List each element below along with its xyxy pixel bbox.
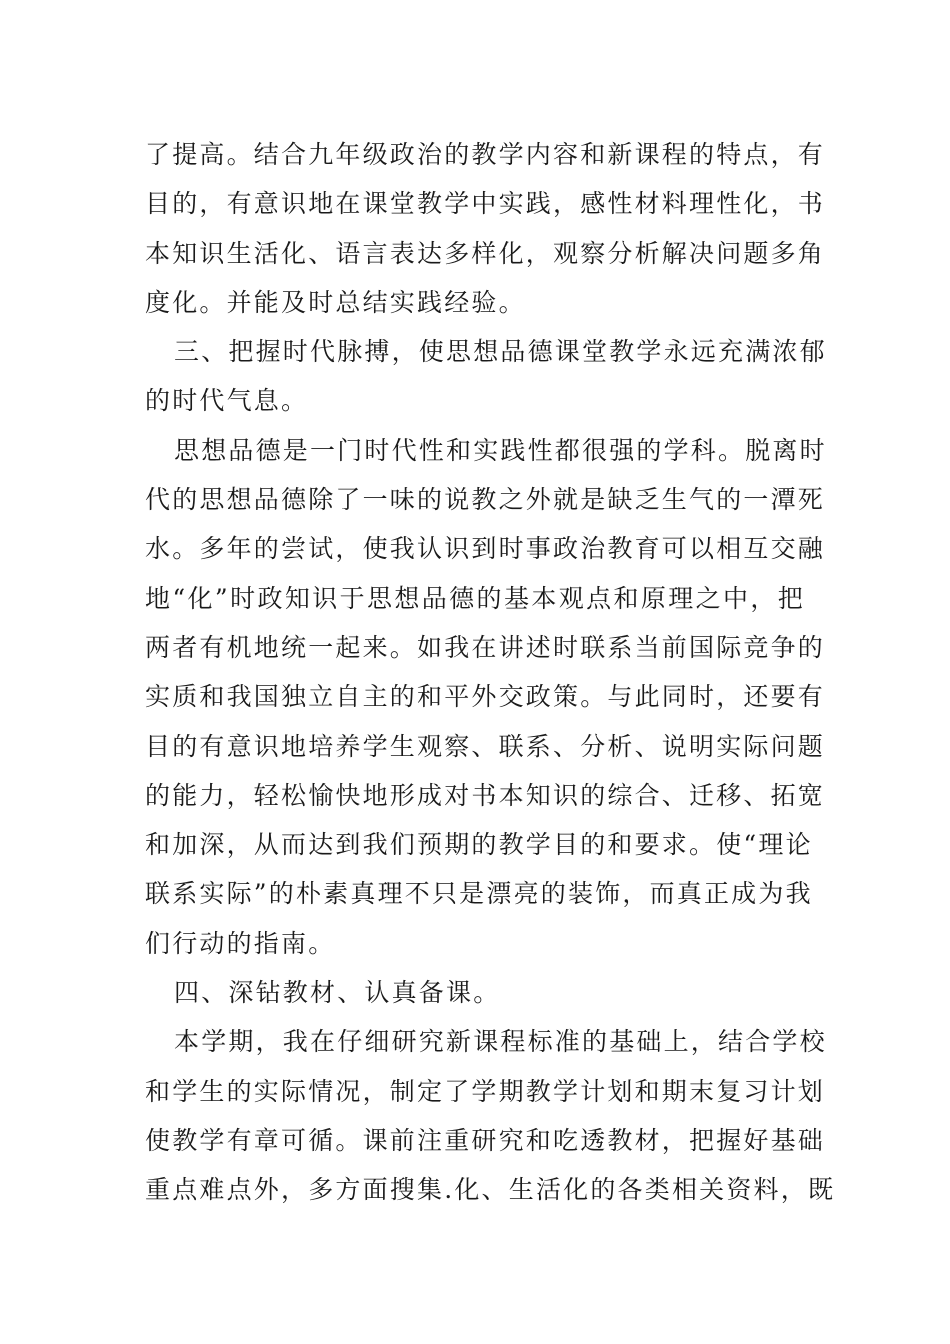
text-line: 的能力，轻松愉快地形成对书本知识的综合、迁移、拓宽	[145, 780, 826, 810]
paragraph-5	[145, 1017, 836, 1214]
paragraph-3	[145, 426, 827, 968]
text-line: 目的，有意识地在课堂教学中实践，感性材料理性化，书	[145, 189, 826, 219]
text-line: 四、深钻教材、认真备课。	[174, 978, 501, 1008]
text-line: 思想品德是一门时代性和实践性都很强的学科。脱离时	[174, 435, 827, 465]
text-line: 了提高。结合九年级政治的教学内容和新课程的特点，有	[145, 140, 826, 169]
text-line: 使教学有章可循。课前注重研究和吃透教材，把握好基础	[145, 1125, 826, 1155]
heading-section-3	[145, 327, 827, 426]
document-body	[145, 130, 836, 1215]
text-line: 本知识生活化、语言表达多样化，观察分析解决问题多角	[145, 238, 826, 268]
text-line: 本学期，我在仔细研究新课程标准的基础上，结合学校	[174, 1027, 827, 1057]
text-line: 三、把握时代脉搏，使思想品德课堂教学永远充满浓郁	[174, 337, 827, 367]
text-line: 度化。并能及时总结实践经验。	[145, 287, 526, 317]
text-line: 们行动的指南。	[145, 928, 336, 958]
text-line: 的时代气息。	[145, 386, 309, 416]
paragraph-1	[145, 130, 826, 327]
text-line: 水。多年的尝试，使我认识到时事政治教育可以相互交融	[145, 534, 826, 564]
text-line: 目的有意识地培养学生观察、联系、分析、说明实际问题	[145, 731, 826, 761]
text-line: 地“化”时政知识于思想品德的基本观点和原理之中，把	[145, 583, 805, 613]
text-line: 实质和我国独立自主的和平外交政策。与此同时，还要有	[145, 682, 826, 712]
text-line: 两者有机地统一起来。如我在讲述时联系当前国际竞争的	[145, 632, 826, 662]
text-line: 联系实际”的朴素真理不只是漂亮的装饰，而真正成为我	[145, 879, 813, 909]
text-line: 重点难点外，多方面搜集.化、生活化的各类相关资料，既	[145, 1175, 836, 1205]
text-line: 代的思想品德除了一味的说教之外就是缺乏生气的一潭死	[145, 485, 826, 515]
heading-section-4	[145, 968, 805, 1017]
text-line: 和学生的实际情况，制定了学期教学计划和期末复习计划	[145, 1076, 826, 1106]
text-line: 和加深，从而达到我们预期的教学目的和要求。使“理论	[145, 830, 813, 860]
